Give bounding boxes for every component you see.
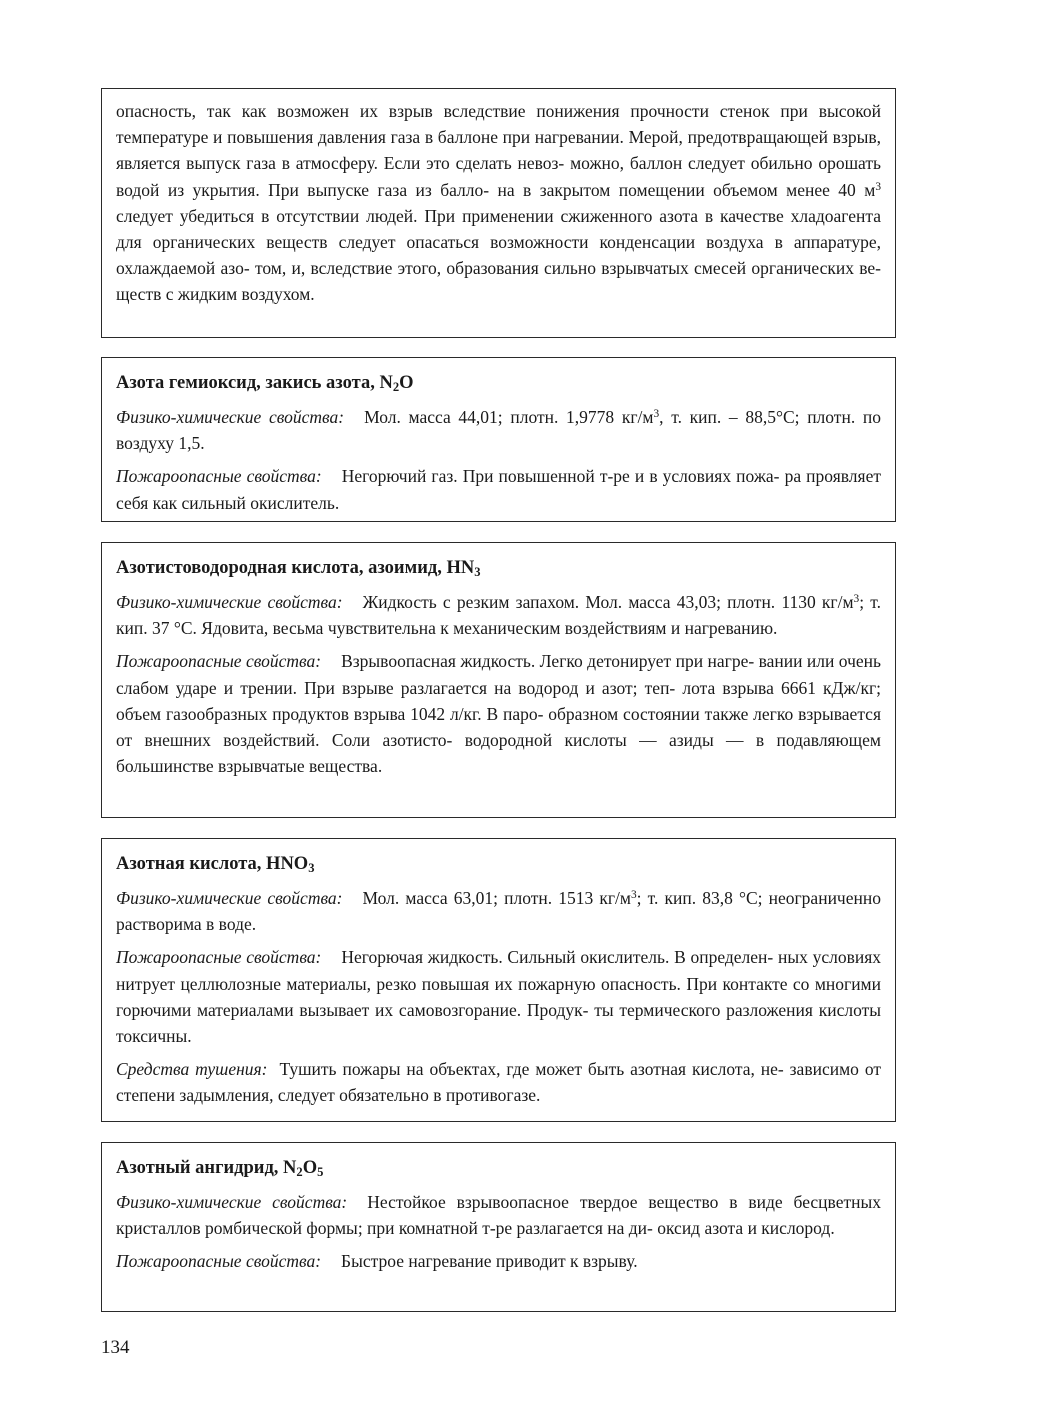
page-number: 134: [101, 1337, 130, 1358]
text-line: можно, баллон следует обильно орошать водой из укрытия. При выпуске газа из балло-: [116, 153, 881, 200]
section-label: Пожароопасные свойства:: [116, 651, 322, 672]
continuation-paragraph: [116, 98, 881, 308]
entry-title: Азотистоводородная кислота, азоимид, HN3: [116, 558, 481, 580]
section-label: Физико-химические свойства:: [116, 407, 345, 427]
entry-nitric-acid: [101, 838, 896, 1122]
physico-chemical-properties: Физико-химические свойства: Мол. масса 44,01; плотн. 1,9778 $кг/м^3$, т. кип. – 88,5°C; плотн. по воздуху 1,5.: [116, 407, 881, 454]
fire-hazard-properties: Пожароопасные свойства: Негорючая жидкость. Сильный окислитель. В определен- ных условиях нитрует целлюлозные материалы, резко повышая их пожарную опасность. При контакте со многими горючими материалами вызывает их самовозгорание. Продук- ты термического разложения кислоты токсичны.: [116, 947, 881, 1047]
entry-title: Азота гемиоксид, закись азота, N2O: [116, 373, 414, 395]
text-line: опасность, так как возможен их взрыв вследствие понижения прочности стенок при: [116, 101, 808, 121]
fire-hazard-properties: Пожароопасные свойства: Взрывоопасная жидкость. Легко детонирует при нагре- вании или очень слабом ударе и трении. При взрыве разлагается на водород и азот; теп- лота взрыва 6661 кДж/кг; объем газообразных продуктов взрыва 1042 л/кг. В паро- образном состоянии также легко взрывается от внешних воздействий. Соли азотисто- водородной кислоты — азиды — в подавляющем большинстве взрывчатые вещества.: [116, 651, 881, 777]
section-label: Пожароопасные свойства:: [116, 1251, 322, 1272]
section-label: Пожароопасные свойства:: [116, 947, 322, 968]
text-line: том, и, вследствие этого, образования сильно взрывчатых смесей органических ве-: [254, 258, 881, 279]
fire-hazard-properties: Пожароопасные свойства: Быстрое нагревание приводит к взрыву.: [116, 1251, 638, 1272]
text-line: предотвращающей взрыв, является выпуск газа в атмосферу. Если это сделать невоз-: [116, 127, 881, 174]
entry-nitrous-oxide: [101, 357, 896, 522]
text-line: следует убедиться в отсутствии людей.: [116, 205, 418, 226]
fire-hazard-properties: Пожароопасные свойства: Негорючий газ. При повышенной т-ре и в условиях пожа- ра проявляет себя как сильный окислитель.: [116, 466, 881, 513]
continuation-text-box: [101, 88, 896, 338]
text-line: ществ с жидким воздухом.: [116, 284, 315, 305]
section-label: Пожароопасные свойства:: [116, 466, 322, 487]
physico-chemical-properties: Физико-химические свойства: Жидкость с резким запахом. Мол. масса 43,03; плотн. 1130 $кг/м^3$; т. кип. 37 °С. Ядовита, весьма чувствительна к механическим воздействиям и нагреванию.: [116, 592, 881, 639]
entry-nitrogen-pentoxide: [101, 1142, 896, 1312]
section-label: Физико-химические свойства:: [116, 592, 343, 612]
text-line: на в закрытом помещении объемом менее 40 м: [497, 179, 876, 200]
section-label: Физико-химические свойства:: [116, 888, 343, 908]
text-line: следует опасаться возможности конденсации воздуха в аппаратуре, охлаждаемой азо-: [116, 232, 882, 279]
text-line: высокой температуре и повышения давления газа в баллоне при нагревании. Мерой,: [116, 101, 881, 148]
section-label: Средства тушения:: [116, 1059, 268, 1080]
section-label: Физико-химические свойства:: [116, 1192, 348, 1212]
physico-chemical-properties: Физико-химические свойства: Мол. масса 63,01; плотн. 1513 $кг/м^3$; т. кип. 83,8 °С; неограниченно растворима в воде.: [116, 888, 881, 935]
entry-title: Азотный ангидрид, N2O5: [116, 1158, 324, 1180]
text-line: При применении сжиженного азота в качестве хладоагента для органических веществ: [116, 205, 881, 253]
entry-hydrazoic-acid: [101, 542, 896, 818]
physico-chemical-properties: Физико-химические свойства: Нестойкое взрывоопасное твердое вещество в виде бесцветных кристаллов ромбической формы; при комнатной т-ре разлагается на ди- оксид азота и кислород.: [116, 1192, 881, 1239]
superscript: 3: [875, 180, 881, 193]
extinguishing-means: Средства тушения: Тушить пожары на объектах, где может быть азотная кислота, не- зависимо от степени задымления, следует обязательно в противогазе.: [116, 1059, 881, 1106]
entry-title: Азотная кислота, HNO3: [116, 854, 315, 876]
